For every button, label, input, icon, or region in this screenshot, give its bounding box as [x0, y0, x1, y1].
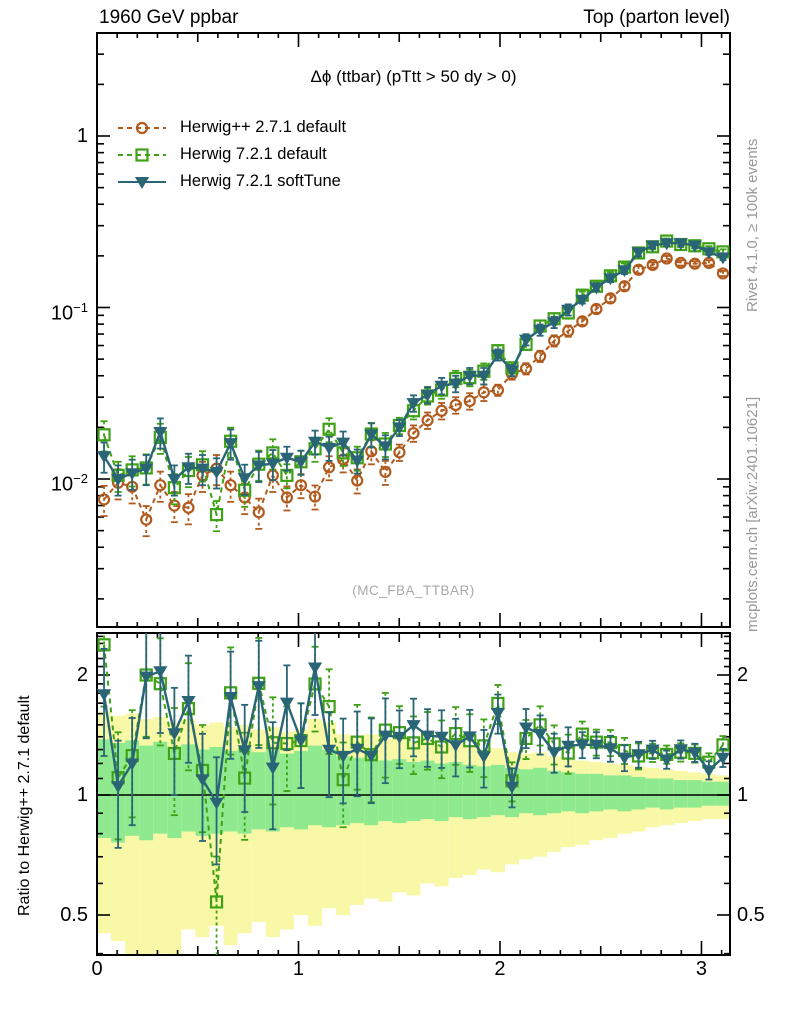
ratio-y-tick-label: 1 [76, 784, 88, 806]
process-label: Top (parton level) [583, 7, 730, 28]
analysis-watermark: (MC_FBA_TTBAR) [352, 583, 475, 598]
series-herwig-7-2-1-default [99, 236, 729, 532]
x-tick-label: 0 [91, 958, 103, 980]
ratio-y-tick-label-right: 1 [737, 784, 749, 806]
legend [116, 114, 346, 195]
rivet-version-caption: Rivet 4.1.0, ≥ 100k events [744, 138, 761, 312]
legend-item-herwigpp-271-default [116, 114, 346, 141]
ratio-axis-title: Ratio to Herwig++ 2.7.1 default [16, 695, 33, 916]
plot-title: Δϕ (ttbar) (pTtt > 50 dy > 0) [310, 67, 517, 86]
legend-item-herwig-721-softtune [116, 168, 346, 195]
main-y-tick-label: 1 [76, 125, 88, 147]
beam-energy-label: 1960 GeV ppbar [99, 7, 239, 28]
legend-circle-marker-icon [116, 120, 168, 136]
legend-item-herwig-721-default [116, 141, 346, 168]
series-herwig-7-2-1-softtune [98, 239, 729, 496]
legend-label: Herwig 7.2.1 softTune [180, 172, 341, 190]
legend-triangle-marker-icon [116, 174, 168, 190]
x-tick-label: 2 [494, 958, 506, 980]
main-y-tick-label: $10^{-2}$ [50, 471, 88, 496]
ratio-y-tick-label-right: 0.5 [737, 903, 765, 926]
ratio-y-tick-label-right: 2 [737, 664, 749, 686]
legend-square-marker-icon [116, 147, 168, 163]
legend-label: Herwig++ 2.7.1 default [180, 118, 347, 136]
main-y-tick-label: $10^{-1}$ [50, 299, 88, 325]
mcplots-arxiv-caption: mcplots.cern.ch [arXiv:2401.10621] [744, 396, 761, 632]
x-tick-label: 3 [695, 958, 708, 980]
ratio-y-tick-label: 0.5 [60, 903, 88, 926]
ratio-y-tick-label: 2 [76, 664, 88, 686]
legend-label: Herwig 7.2.1 default [180, 145, 327, 163]
x-tick-label: 1 [292, 958, 305, 980]
